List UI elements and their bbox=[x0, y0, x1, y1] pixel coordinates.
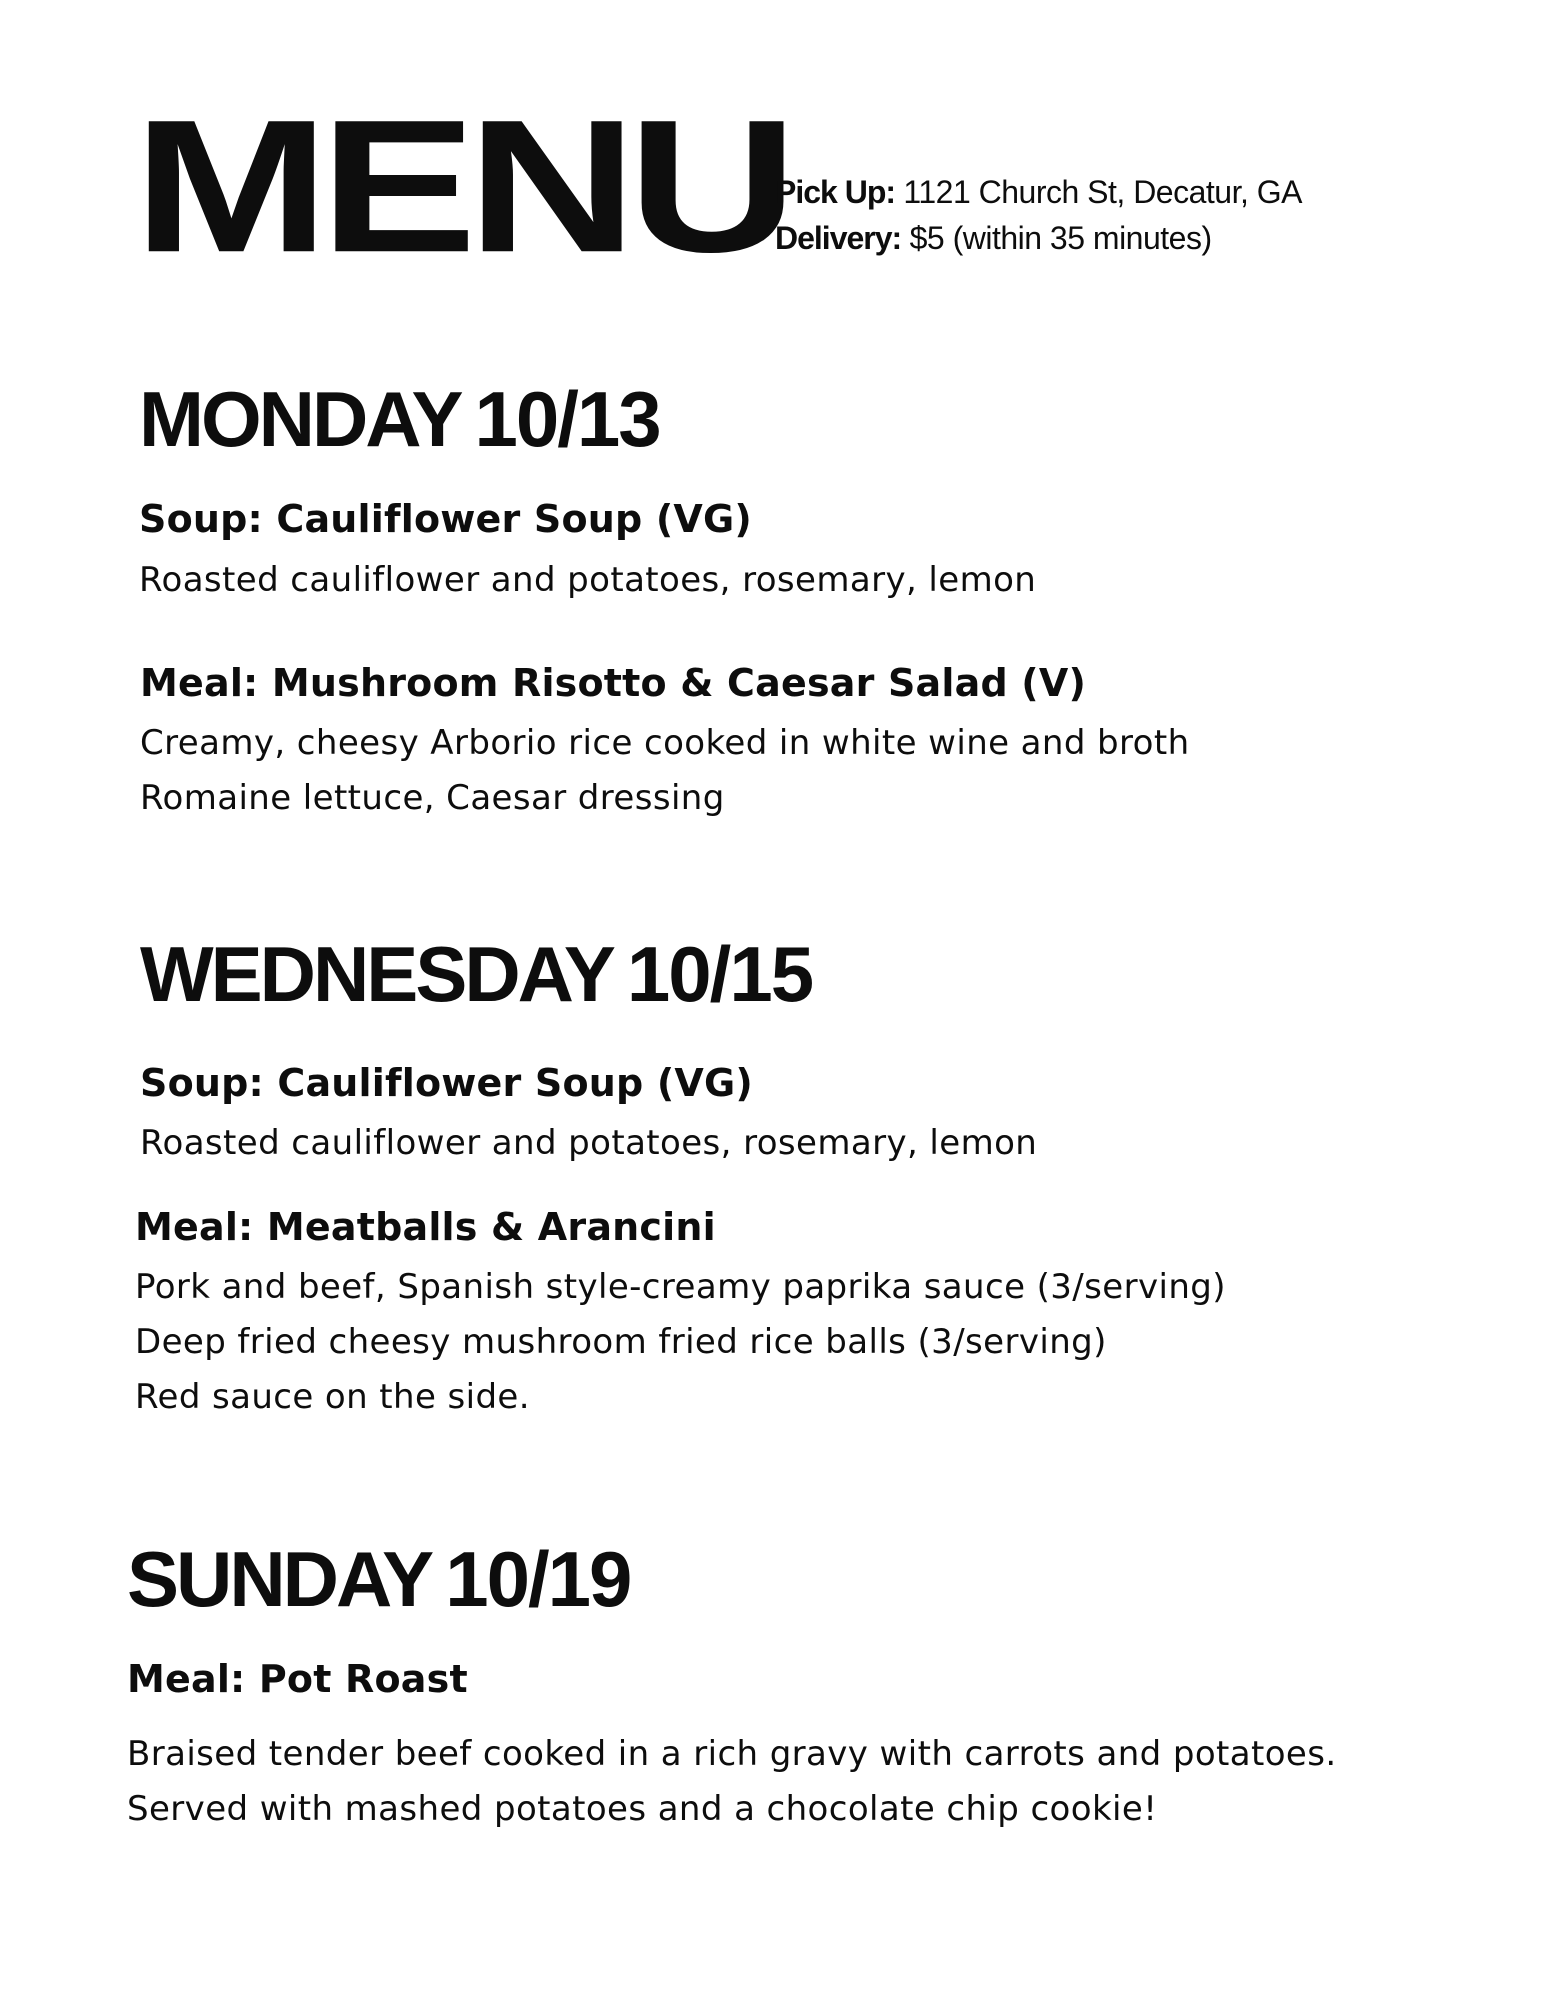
day-heading-wednesday bbox=[140, 930, 813, 1018]
item-description: Roasted cauliflower and potatoes, rosemary, lemon bbox=[139, 560, 1037, 600]
item-title: Meal: Meatballs & Arancini bbox=[135, 1205, 716, 1249]
day-name: WEDNESDAY bbox=[140, 930, 613, 1018]
day-heading-monday bbox=[139, 375, 660, 463]
item-description: Red sauce on the side. bbox=[135, 1377, 530, 1417]
day-heading-sunday bbox=[127, 1535, 631, 1623]
item-description: Served with mashed potatoes and a chocolate chip cookie! bbox=[127, 1789, 1158, 1829]
menu-title: MENU bbox=[133, 80, 788, 292]
item-description: Pork and beef, Spanish style-creamy paprika sauce (3/serving) bbox=[135, 1267, 1226, 1307]
item-title: Meal: Pot Roast bbox=[127, 1657, 468, 1701]
day-date: 10/19 bbox=[445, 1535, 631, 1623]
item-description: Roasted cauliflower and potatoes, rosemary, lemon bbox=[140, 1123, 1038, 1163]
day-date: 10/15 bbox=[626, 930, 813, 1018]
delivery-info bbox=[775, 222, 1212, 254]
item-title: Meal: Mushroom Risotto & Caesar Salad (V) bbox=[140, 661, 1087, 705]
pickup-address: 1121 Church St, Decatur, GA bbox=[903, 174, 1302, 210]
day-date: 10/13 bbox=[474, 375, 660, 463]
delivery-fee: $5 (within 35 minutes) bbox=[909, 220, 1212, 256]
item-description: Braised tender beef cooked in a rich gravy with carrots and potatoes. bbox=[127, 1734, 1337, 1774]
pickup-label: Pick Up: bbox=[775, 174, 896, 210]
delivery-label: Delivery: bbox=[775, 220, 902, 256]
item-description: Deep fried cheesy mushroom fried rice balls (3/serving) bbox=[135, 1322, 1107, 1362]
day-name: MONDAY bbox=[139, 375, 461, 463]
item-description: Romaine lettuce, Caesar dressing bbox=[140, 778, 725, 818]
item-title: Soup: Cauliflower Soup (VG) bbox=[140, 1061, 753, 1105]
item-title: Soup: Cauliflower Soup (VG) bbox=[139, 497, 752, 541]
pickup-info bbox=[775, 176, 1302, 208]
item-description: Creamy, cheesy Arborio rice cooked in white wine and broth bbox=[140, 723, 1190, 763]
day-name: SUNDAY bbox=[127, 1535, 432, 1623]
